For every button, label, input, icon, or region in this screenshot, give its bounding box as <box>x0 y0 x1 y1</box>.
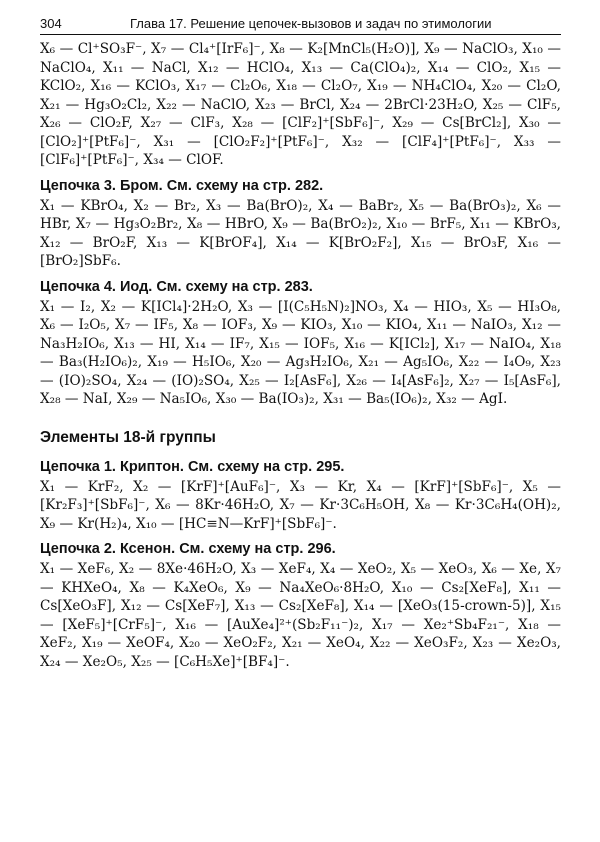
krypton-chain-heading: Цепочка 1. Криптон. См. схему на стр. 295. <box>40 458 345 475</box>
krypton-chain-answers: X₁ — KrF₂, X₂ — [KrF]⁺[AuF₆]⁻, X₃ — Kr, X₄ — [KrF]⁺[SbF₆]⁻, X₅ — [Kr₂F₃]⁺[SbF₆]⁻, X₆ — 8Kr·46H₂O, X₇ — Kr·3C₆H₅OH, X₈ — Kr·3C₆H₄(OH)₂, X₉ — Kr(H₂)₄, X₁₀ — [HC≡N—KrF]⁺[SbF₆]⁻. <box>40 478 561 532</box>
chlorine-answers-continued: X₆ — Cl⁺SO₃F⁻, X₇ — Cl₄⁺[IrF₆]⁻, X₈ — K₂[MnCl₅(H₂O)], X₉ — NaClO₃, X₁₀ — NaClO₄, X₁₁ — NaCl, X₁₂ — HClO₄, X₁₃ — Ca(ClO₄)₂, X₁₄ — ClO₂, X₁₅ — KClO₂, X₁₆ — KClO₃, X₁₇ — Cl₂O₆, X₁₈ — Cl₂O₇, X₁₉ — NH₄ClO₄, X₂₀ — Cl₂O, X₂₁ — Hg₃O₂Cl₂, X₂₂ — NaClO, X₂₃ — BrCl, X₂₄ — 2BrCl·23H₂O, X₂₅ — ClF₅, X₂₆ — ClO₂F, X₂₇ — ClF₃, X₂₈ — [ClF₂]⁺[SbF₆]⁻, X₂₉ — Cs[BrCl₂], X₃₀ — [ClO₂]⁺[PtF₆]⁻, X₃₁ — [ClO₂F₂]⁺[PtF₆]⁻, X₃₂ — [ClF₄]⁺[PtF₆]⁻, X₃₃ — [ClF₆]⁺[PtF₆]⁻, X₃₄ — ClOF. <box>40 41 561 168</box>
page-content <box>40 40 561 677</box>
chain-4-answers: X₁ — I₂, X₂ — K[ICl₄]·2H₂O, X₃ — [I(C₅H₅N)₂]NO₃, X₄ — HIO₃, X₅ — HI₃O₈, X₆ — I₂O₅, X₇ — IF₅, X₈ — IOF₃, X₉ — KIO₃, X₁₀ — KIO₄, X₁₁ — NaIO₃, X₁₂ — Na₃H₂IO₆, X₁₃ — HI, X₁₄ — IF₇, X₁₅ — IOF₅, X₁₆ — K[ICl₂], X₁₇ — NaIO₄, X₁₈ — Ba₃(H₂IO₆)₂, X₁₉ — H₅IO₆, X₂₀ — Ag₃H₂IO₆, X₂₁ — Ag₅IO₆, X₂₂ — I₄O₉, X₂₃ — (IO)₂SO₄, X₂₄ — (IO)₂SO₄, X₂₅ — I₂[AsF₆], X₂₆ — I₄[AsF₆]₂, X₂₇ — I₅[AsF₆], X₂₈ — NaI, X₂₉ — Na₅IO₆, X₃₀ — Ba(IO₃)₂, X₃₁ — Ba₅(IO₆)₂, X₃₂ — AgI. <box>40 298 561 407</box>
running-header <box>40 14 561 35</box>
xenon-chain-answers: X₁ — XeF₆, X₂ — 8Xe·46H₂O, X₃ — XeF₄, X₄ — XeO₂, X₅ — XeO₃, X₆ — Xe, X₇ — KHXeO₄, X₈ — K₄XeO₆, X₉ — Na₄XeO₆·8H₂O, X₁₀ — Cs₂[XeF₈], X₁₁ — Cs[XeO₃F], X₁₂ — Cs[XeF₇], X₁₃ — Cs₂[XeF₈], X₁₄ — [XeO₃(15-crown-5)], X₁₅ — [XeF₅]⁺[CrF₅]⁻, X₁₆ — [AuXe₄]²⁺(Sb₂F₁₁⁻)₂, X₁₇ — Xe₂⁺Sb₄F₂₁⁻, X₁₈ — XeF₂, X₁₉ — XeOF₄, X₂₀ — XeO₂F₂, X₂₁ — XeO₄, X₂₂ — XeO₃F₂, X₂₃ — Xe₂O₃, X₂₄ — Xe₂O₅, X₂₅ — [C₆H₅Xe]⁺[BF₄]⁻. <box>40 561 561 670</box>
xenon-chain-heading: Цепочка 2. Ксенон. См. схему на стр. 296. <box>40 541 336 557</box>
chain-3-answers: X₁ — KBrO₄, X₂ — Br₂, X₃ — Ba(BrO)₂, X₄ — BaBr₂, X₅ — Ba(BrO₃)₂, X₆ — HBr, X₇ — Hg₃O₂Br₂, X₈ — HBrO, X₉ — Ba(BrO₂)₂, X₁₀ — BrF₅, X₁₁ — KBrO₃, X₁₂ — BrO₂F, X₁₃ — K[BrOF₄], X₁₄ — K[BrO₂F₂], X₁₅ — BrO₃F, X₁₆ — [BrO₂]SbF₆. <box>40 197 561 269</box>
running-title: Глава 17. Решение цепочек-вызовов и задач по этимологии <box>130 16 492 31</box>
page-number: 304 <box>40 16 62 31</box>
section-heading: Элементы 18-й группы <box>40 428 216 446</box>
chain-4-heading: Цепочка 4. Иод. См. схему на стр. 283. <box>40 278 313 295</box>
chain-3-heading: Цепочка 3. Бром. См. схему на стр. 282. <box>40 177 324 194</box>
